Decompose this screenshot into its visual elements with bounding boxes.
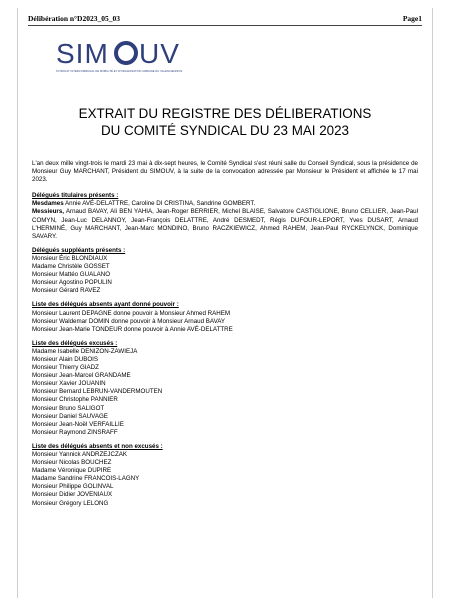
page-number: Page1 xyxy=(402,14,422,23)
simouv-logo xyxy=(56,36,216,76)
simouv-logo-graphic xyxy=(56,36,216,74)
title-line-1: EXTRAIT DU REGISTRE DES DÉLIBERATIONS xyxy=(78,106,372,121)
excuses-heading: Liste des délégués excusés : xyxy=(32,339,118,347)
list-item: Monsieur Christophe PANNIER xyxy=(32,396,118,404)
list-item: Monsieur Bernard LEBRUN-VANDERMOUTEN xyxy=(32,388,163,396)
document-title xyxy=(18,105,432,139)
mesdames-line xyxy=(32,200,418,208)
mesdames-names: Annie AVÉ-DELATTRE, Caroline DI CRISTINA, Sandrine GOMBERT. xyxy=(65,200,256,208)
list-item: Monsieur Didier JOVENIAUX xyxy=(32,491,113,499)
svg-text:UV: UV xyxy=(139,38,180,69)
list-item: Monsieur Mattéo GUALANO xyxy=(32,271,111,279)
list-item: Madame Isabelle DENIZON-ZAWIEJA xyxy=(32,347,138,355)
list-item: Monsieur Agostino POPULIN xyxy=(32,279,112,287)
list-item: Monsieur Jean-Marcel GRANDAME xyxy=(32,372,131,380)
titulaires-heading: Délégués titulaires présents : xyxy=(32,192,119,200)
messieurs-label: Messieurs, xyxy=(32,208,64,216)
pouvoirs-heading: Liste des délégués absents ayant donné pouvoir : xyxy=(32,301,179,309)
non-excuses-heading: Liste des délégués absents et non excusés : xyxy=(32,442,163,450)
list-item: Madame Christèle GOSSET xyxy=(32,263,110,271)
list-item: Monsieur Waldemar DOMIN donne pouvoir à Monsieur Arnaud BAVAY xyxy=(32,317,226,325)
logo-tagline: SYNDICAT INTERCOMMUNAL DE MOBILITÉ ET D'ORGANISATION URBAINE DU VALENCIENNOIS xyxy=(56,70,183,73)
list-item: Monsieur Yannick ANDRZEJCZAK xyxy=(32,451,128,458)
deliberation-ref: Délibération n°D2023_05_03 xyxy=(28,14,120,23)
document-page xyxy=(17,8,433,598)
list-item: Monsieur Jean-Marie TONDEUR donne pouvoir à Annie AVÉ-DELATTRE xyxy=(32,325,233,333)
list-item: Monsieur Bruno SALIGOT xyxy=(32,404,105,412)
non-excuses-list xyxy=(32,451,418,508)
list-item: Madame Sandrine FRANCOIS-LAGNY xyxy=(32,475,140,483)
excuses-list xyxy=(32,348,418,437)
suppleants-heading: Délégués suppléants présents : xyxy=(32,246,126,254)
title-line-2: DU COMITÉ SYNDICAL DU 23 MAI 2023 xyxy=(100,123,350,138)
list-item: Monsieur Jean-Noël VERFAILLIE xyxy=(32,420,124,428)
intro-paragraph: L'an deux mille vingt-trois le mardi 23 mai à dix-sept heures, le Comité Syndical s'est réuni salle du Conseil Syndical, sous la présidence de Monsieur Guy MARCHANT, Président du SIMOUV, à la suite de la convocation adressée par Monsieur le Président et affichée le 17 mai 2023. xyxy=(32,160,418,184)
list-item: Monsieur Thierry GIADZ xyxy=(32,364,99,372)
suppleants-list xyxy=(32,255,418,295)
list-item: Monsieur Daniel SAUVAGE xyxy=(32,412,108,420)
list-item: Monsieur Gérard RAVEZ xyxy=(32,287,101,295)
document-body xyxy=(32,160,418,508)
list-item: Monsieur Xavier JOUANIN xyxy=(32,380,106,388)
list-item: Monsieur Nicolas BOUCHEZ xyxy=(32,459,112,467)
list-item: Monsieur Éric BLONDIAUX xyxy=(32,254,108,262)
list-item: Monsieur Grégory LELONG xyxy=(32,499,109,507)
list-item: Monsieur Philippe GOLINVAL xyxy=(32,483,114,491)
list-item: Monsieur Laurent DEPAGNE donne pouvoir à Monsieur Ahmed RAHEM xyxy=(32,309,230,317)
list-item: Madame Véronique DUPIRE xyxy=(32,467,112,475)
mesdames-label: Mesdames xyxy=(32,200,64,208)
list-item: Monsieur Alain DUBOIS xyxy=(32,355,99,363)
pouvoirs-list xyxy=(32,310,418,334)
svg-text:SIM: SIM xyxy=(56,38,109,69)
header-divider xyxy=(28,25,422,26)
messieurs-line xyxy=(32,208,418,240)
messieurs-names: Arnaud BAVAY, Ali BEN YAHIA, Jean-Roger BERRIER, Michel BLAISE, Salvatore CASTIGLIONE, Bruno CELLIER, Jean-Paul COMYN, Jean-Luc DELANNOY, Jean-François DELATTRE, André DESMEDT, Régis DUFOUR-LEPORT, Yves DUSART, Arnaud L'HERMINÉ, Guy MARCHANT, Jean-Marc MONDINO, Bruno RACZKIEWICZ, Ahmed RAHEM, Jean-Paul RYCKELYNCK, Dominique SAVARY. xyxy=(32,208,418,240)
list-item: Monsieur Raymond ZINSRAFF xyxy=(32,428,118,436)
